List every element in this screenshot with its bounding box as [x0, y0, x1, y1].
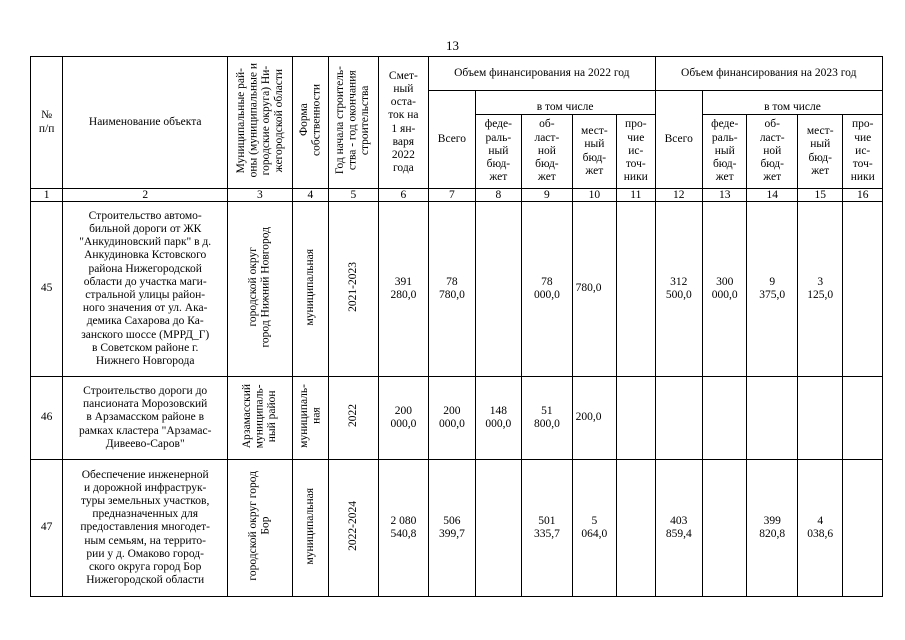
- financing-table: [30, 56, 883, 597]
- district-cell: городской округ город Бор: [228, 460, 293, 597]
- page-number: 13: [446, 38, 459, 53]
- years-cell: 2022: [329, 377, 379, 460]
- column-number: 6: [378, 189, 429, 202]
- other-2022-cell: [617, 460, 655, 597]
- object-name: Строительство автомо- бильной дороги от ЖК "Анкудиновский парк" в д. Анкудиновка Кстовского района Нижегородской области до участка маги- стральной улицы район- ного значения от ул. Ака- демика Сахарова до Ка- занского шоссе (МРРД_Г) в Советском районе г. Нижнего Новгорода: [63, 202, 228, 377]
- total-2022-cell: 78 780,0: [429, 202, 475, 377]
- local-2022-cell: 5 064,0: [572, 460, 616, 597]
- col-header-name: Наименование объекта: [63, 57, 228, 189]
- regional-2023-cell: [747, 377, 798, 460]
- table-row: [31, 377, 883, 460]
- other-2022-cell: [617, 377, 655, 460]
- district-cell: Арзамасский муниципаль- ный район: [228, 377, 293, 460]
- column-number: 14: [747, 189, 798, 202]
- regional-2022-cell: 51 800,0: [522, 377, 573, 460]
- col-header-incl-2022: в том числе: [475, 91, 655, 115]
- row-number: 46: [31, 377, 63, 460]
- ownership-cell: муниципаль- ная: [292, 377, 328, 460]
- table-row: [31, 202, 883, 377]
- col-header-district: Муниципальные рай- оны (муниципальные и городские округа) Ни- жегородской области: [228, 57, 293, 189]
- total-2022-cell: 200 000,0: [429, 377, 475, 460]
- col-header-ownership: Форма собственности: [292, 57, 328, 189]
- estimate-cell: 200 000,0: [378, 377, 429, 460]
- col-header-total-2022: Всего: [429, 91, 475, 189]
- other-2023-cell: [843, 460, 883, 597]
- total-2023-cell: 312 500,0: [655, 202, 703, 377]
- local-2023-cell: 4 038,6: [797, 460, 842, 597]
- col-header-fin2022: Объем финансирования на 2022 год: [429, 57, 655, 91]
- table-row: [31, 460, 883, 597]
- local-2023-cell: 3 125,0: [797, 202, 842, 377]
- col-header-federal-2022: феде- раль- ный бюд- жет: [475, 115, 521, 189]
- other-2022-cell: [617, 202, 655, 377]
- column-number: 2: [63, 189, 228, 202]
- column-number: 8: [475, 189, 521, 202]
- col-header-federal-2023: феде- раль- ный бюд- жет: [703, 115, 747, 189]
- col-header-local-2023: мест- ный бюд- жет: [797, 115, 842, 189]
- col-header-regional-2022: об- ласт- ной бюд- жет: [522, 115, 573, 189]
- estimate-cell: 391 280,0: [378, 202, 429, 377]
- ownership-cell: муниципальная: [292, 202, 328, 377]
- object-name: Строительство дороги до пансионата Морозовский в Арзамасском районе в рамках кластера "Арзамас- Дивеево-Саров": [63, 377, 228, 460]
- district-cell: городской округ город Нижний Новгород: [228, 202, 293, 377]
- header-row-1: [31, 57, 883, 91]
- column-number: 12: [655, 189, 703, 202]
- years-cell: 2021-2023: [329, 202, 379, 377]
- regional-2023-cell: 399 820,8: [747, 460, 798, 597]
- col-header-incl-2023: в том числе: [703, 91, 883, 115]
- column-number: 7: [429, 189, 475, 202]
- col-header-total-2023: Всего: [655, 91, 703, 189]
- column-number: 10: [572, 189, 616, 202]
- other-2023-cell: [843, 202, 883, 377]
- column-number-row: [31, 189, 883, 202]
- total-2023-cell: 403 859,4: [655, 460, 703, 597]
- column-number: 13: [703, 189, 747, 202]
- column-number: 15: [797, 189, 842, 202]
- row-number: 47: [31, 460, 63, 597]
- regional-2022-cell: 78 000,0: [522, 202, 573, 377]
- column-number: 9: [522, 189, 573, 202]
- local-2022-cell: 200,0: [572, 377, 616, 460]
- col-header-estimate: Смет- ный оста- ток на 1 ян- варя 2022 года: [378, 57, 429, 189]
- col-header-other-2023: про- чие ис- точ- ники: [843, 115, 883, 189]
- federal-2022-cell: 148 000,0: [475, 377, 521, 460]
- federal-2022-cell: [475, 202, 521, 377]
- regional-2023-cell: 9 375,0: [747, 202, 798, 377]
- federal-2023-cell: [703, 460, 747, 597]
- column-number: 16: [843, 189, 883, 202]
- column-number: 11: [617, 189, 655, 202]
- col-header-other-2022: про- чие ис- точ- ники: [617, 115, 655, 189]
- column-number: 3: [228, 189, 293, 202]
- column-number: 1: [31, 189, 63, 202]
- local-2022-cell: 780,0: [572, 202, 616, 377]
- federal-2023-cell: [703, 377, 747, 460]
- column-number: 4: [292, 189, 328, 202]
- total-2023-cell: [655, 377, 703, 460]
- ownership-cell: муниципальная: [292, 460, 328, 597]
- col-header-regional-2023: об- ласт- ной бюд- жет: [747, 115, 798, 189]
- col-header-years: Год начала строитель- ства - год окончания строительства: [329, 57, 379, 189]
- local-2023-cell: [797, 377, 842, 460]
- other-2023-cell: [843, 377, 883, 460]
- col-header-fin2023: Объем финансирования на 2023 год: [655, 57, 883, 91]
- col-header-local-2022: мест- ный бюд- жет: [572, 115, 616, 189]
- federal-2022-cell: [475, 460, 521, 597]
- row-number: 45: [31, 202, 63, 377]
- col-header-num: № п/п: [31, 57, 63, 189]
- estimate-cell: 2 080 540,8: [378, 460, 429, 597]
- object-name: Обеспечение инженерной и дорожной инфраструк- туры земельных участков, предназначенных для предоставления многодет- ным семьям, на террито- рии у д. Омаково город- ского округа город Бор Нижегородской области: [63, 460, 228, 597]
- column-number: 5: [329, 189, 379, 202]
- regional-2022-cell: 501 335,7: [522, 460, 573, 597]
- total-2022-cell: 506 399,7: [429, 460, 475, 597]
- federal-2023-cell: 300 000,0: [703, 202, 747, 377]
- years-cell: 2022-2024: [329, 460, 379, 597]
